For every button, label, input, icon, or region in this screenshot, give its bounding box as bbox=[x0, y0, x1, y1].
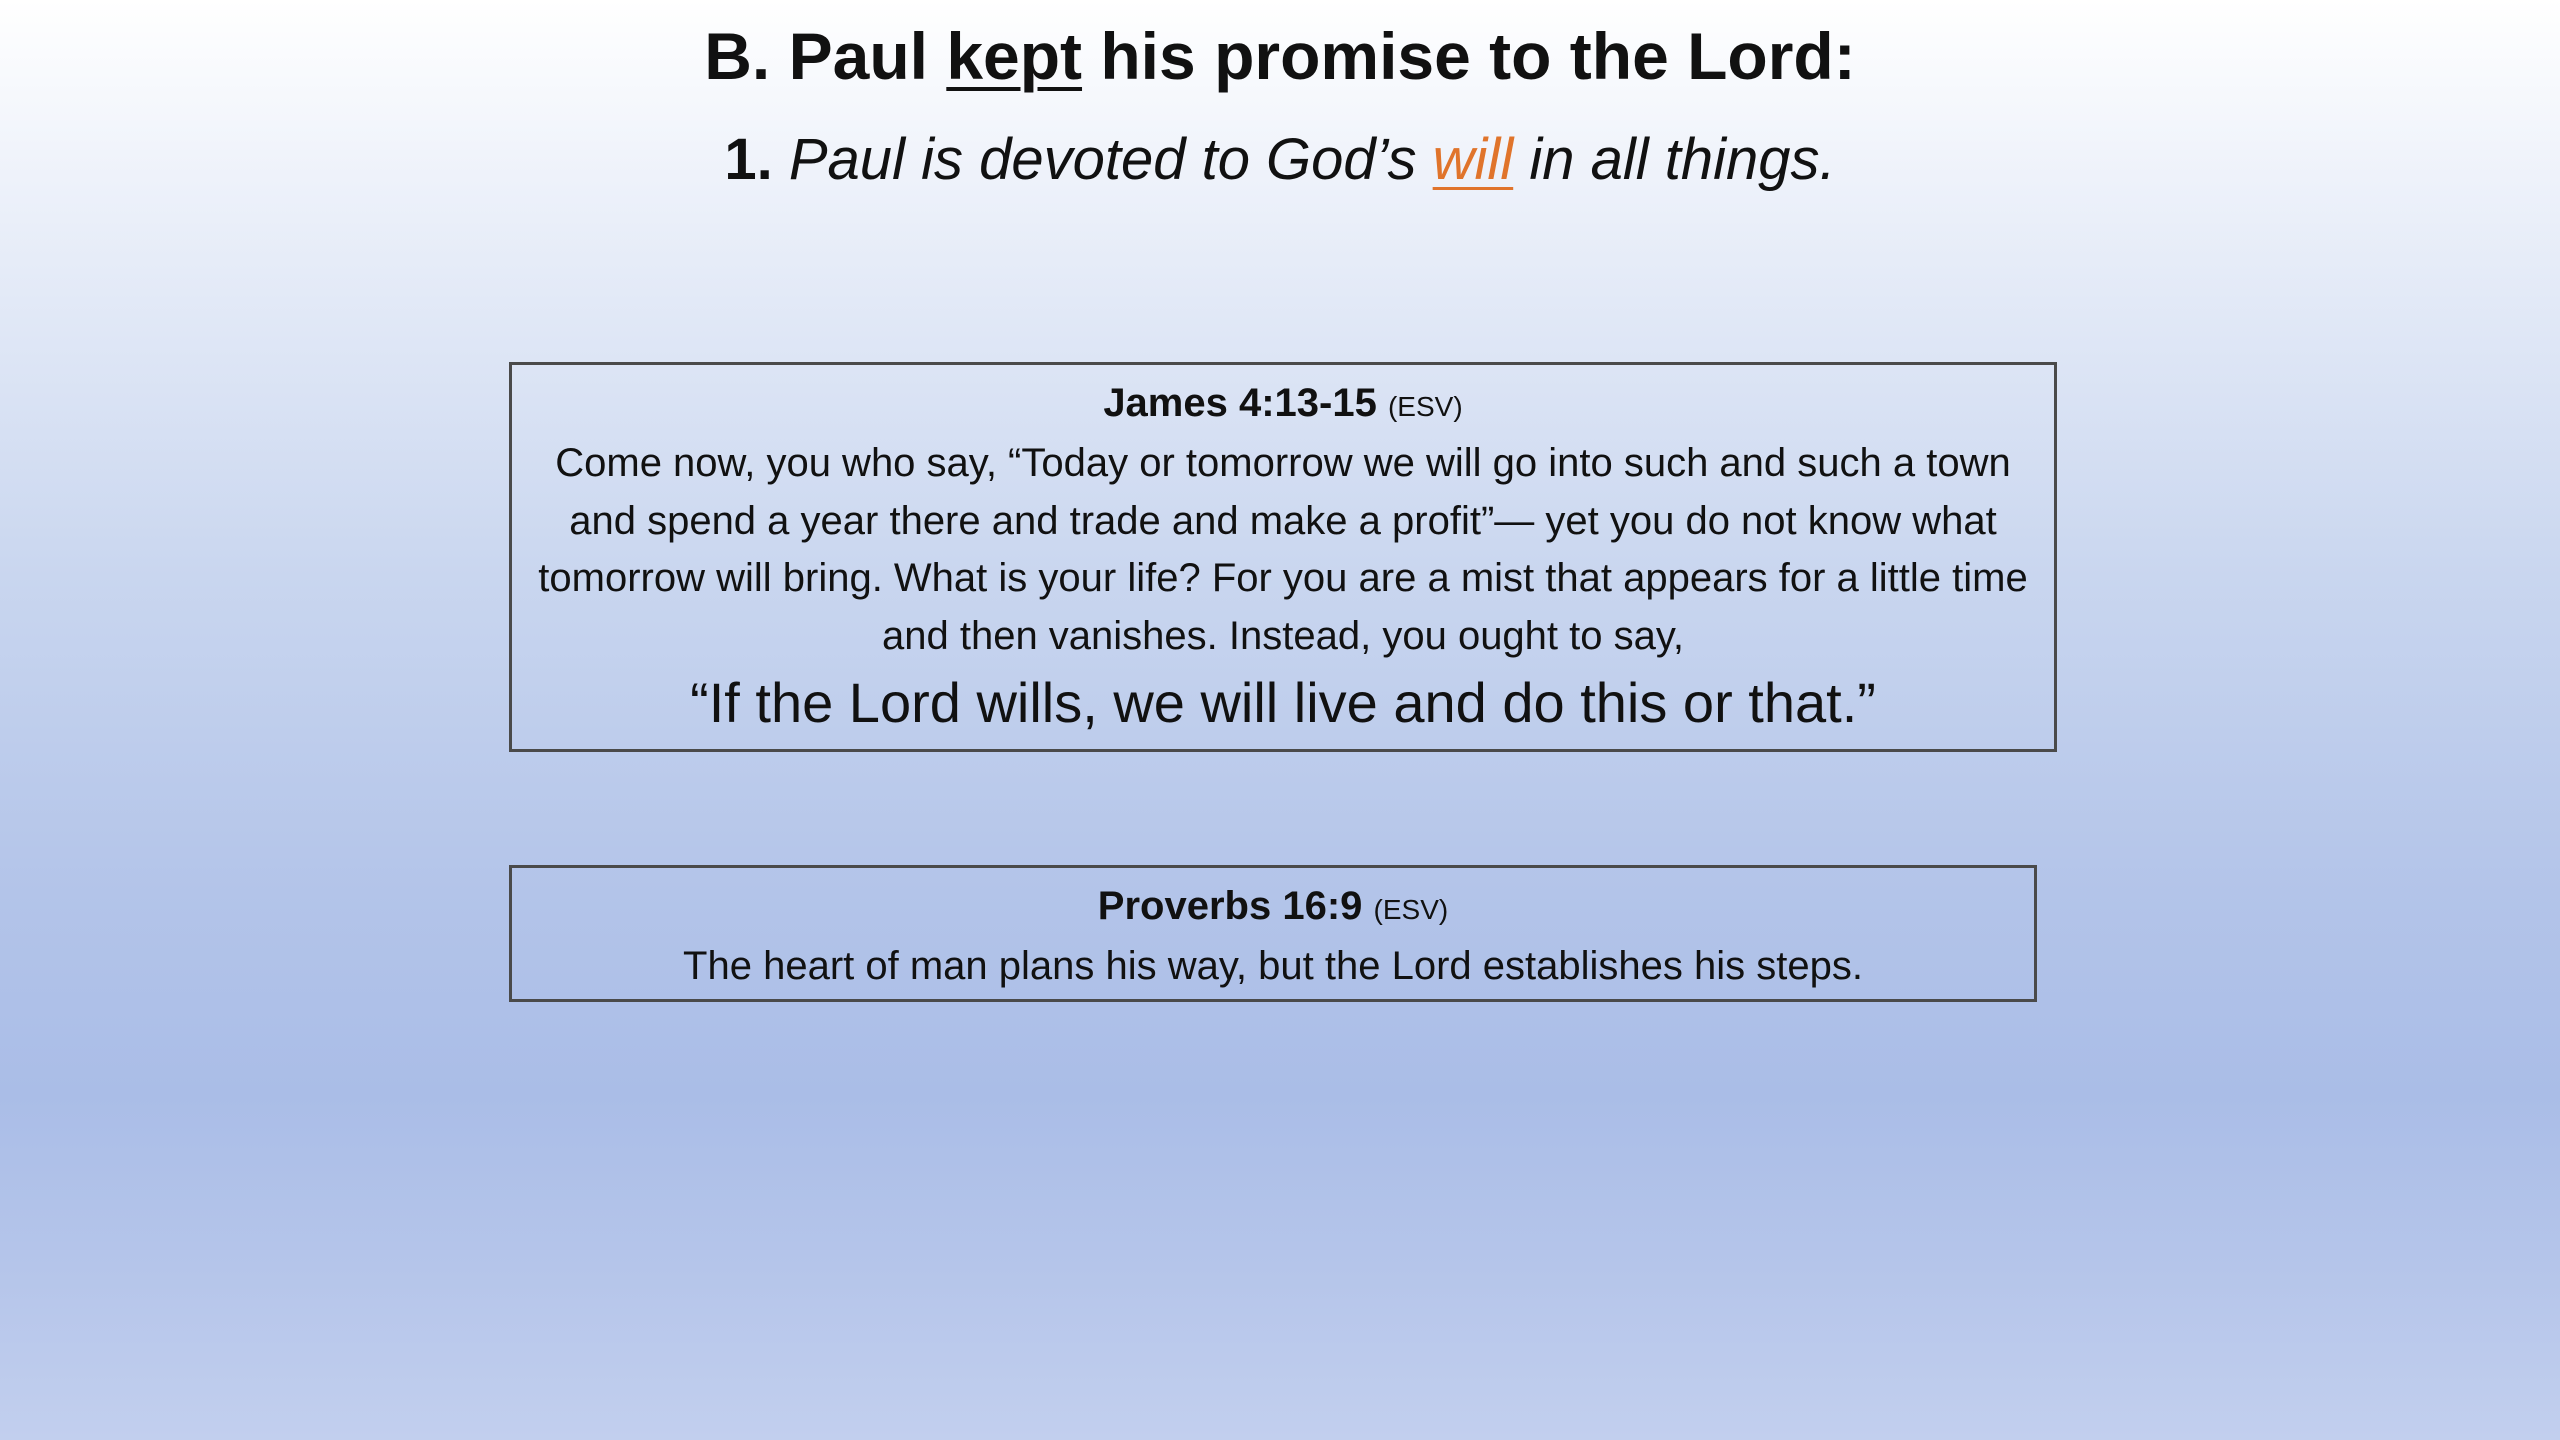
slide-title bbox=[0, 14, 2560, 98]
subpoint-text-after: in all things. bbox=[1513, 127, 1836, 192]
subpoint-highlight: will bbox=[1432, 127, 1514, 192]
passage-reference: Proverbs 16:9 bbox=[1097, 884, 1363, 928]
passage-reference-line bbox=[512, 878, 2034, 938]
subpoint-text-before: Paul is devoted to God’s bbox=[772, 127, 1433, 192]
title-prefix: B. Paul bbox=[704, 19, 947, 93]
passage-version: (ESV) bbox=[1387, 391, 1463, 422]
passage-text: The heart of man plans his way, but the Lord establishes his steps. bbox=[683, 944, 1863, 988]
passage-reference-line bbox=[512, 375, 2054, 435]
passage-text: Come now, you who say, “Today or tomorrow we will go into such and such a town and spend a year there and trade and make a profit”— yet you do not know what tomorrow will bring. What is your life? For you are a mist that appears for a little time and then vanishes. Instead, you ought to say, bbox=[538, 441, 2028, 658]
subpoint-number: 1. bbox=[724, 127, 773, 192]
scripture-box-proverbs bbox=[509, 865, 2037, 1002]
passage-version: (ESV) bbox=[1373, 894, 1449, 925]
passage-emphasis-quote: “If the Lord wills, we will live and do this or that.” bbox=[690, 671, 1876, 734]
passage-reference: James 4:13-15 bbox=[1103, 381, 1377, 425]
scripture-box-james bbox=[509, 362, 2057, 752]
title-underlined-word: kept bbox=[946, 19, 1083, 93]
subpoint bbox=[0, 118, 2560, 202]
title-suffix: his promise to the Lord: bbox=[1082, 19, 1856, 93]
